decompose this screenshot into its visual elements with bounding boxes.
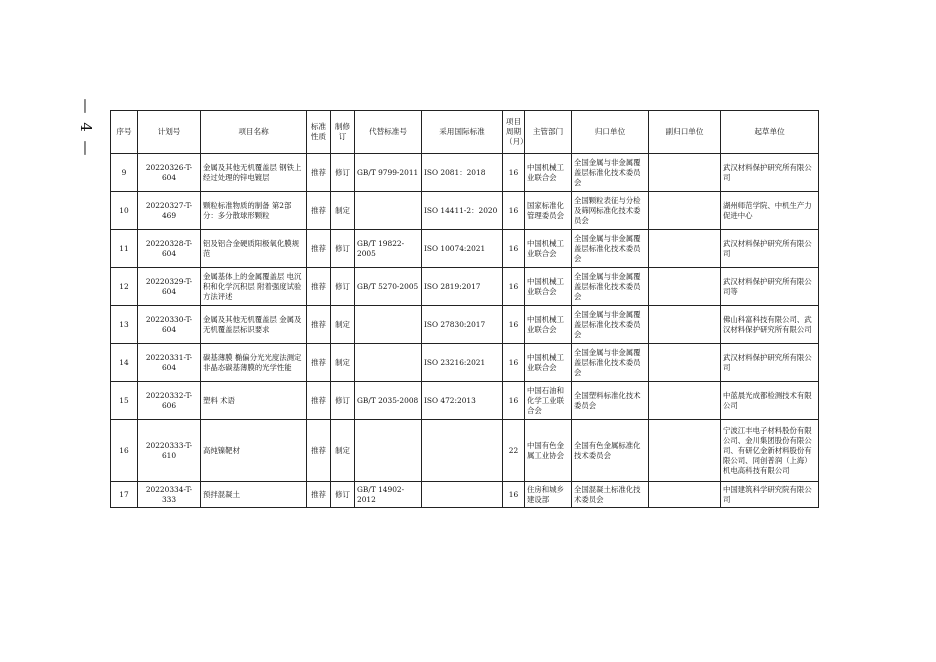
cell-plan-no: 20220331-T-604: [138, 344, 201, 382]
cell-period: 16: [503, 230, 525, 268]
cell-nature: 推荐: [307, 382, 331, 420]
cell-intl-std: ISO 23216:2021: [422, 344, 503, 382]
cell-intl-std: ISO 10074:2021: [422, 230, 503, 268]
cell-unit: 全国金属与非金属覆盖层标准化技术委员会: [572, 344, 649, 382]
cell-period: 22: [503, 420, 525, 482]
cell-plan-no: 20220332-T-606: [138, 382, 201, 420]
cell-sub-unit: [649, 306, 721, 344]
cell-project-name: 塑料 术语: [201, 382, 307, 420]
header-sub-unit: 副归口单位: [649, 111, 721, 154]
cell-intl-std: [422, 420, 503, 482]
cell-period: 16: [503, 192, 525, 230]
header-plan-no: 计划号: [138, 111, 201, 154]
cell-intl-std: ISO 2819:2017: [422, 268, 503, 306]
header-nature: 标准性质: [307, 111, 331, 154]
cell-seq: 13: [111, 306, 138, 344]
header-intl-std: 采用国际标准: [422, 111, 503, 154]
cell-intl-std: ISO 27830:2017: [422, 306, 503, 344]
cell-revision-type: 修订: [331, 482, 355, 508]
cell-seq: 14: [111, 344, 138, 382]
cell-unit: 全国金属与非金属覆盖层标准化技术委员会: [572, 230, 649, 268]
cell-drafter: 武汉材料保护研究所有限公司: [721, 230, 819, 268]
cell-sub-unit: [649, 382, 721, 420]
cell-dept: 住房和城乡建设部: [525, 482, 572, 508]
page-number: — 4 —: [77, 98, 95, 158]
cell-sub-unit: [649, 154, 721, 192]
cell-plan-no: 20220333-T-610: [138, 420, 201, 482]
cell-replaced-std: [355, 420, 422, 482]
cell-drafter: 宁波江丰电子材料股份有限公司、金川集团股份有限公司、有研亿金新材料股份有限公司、同创普润（上海）机电高科技有限公司: [721, 420, 819, 482]
cell-seq: 15: [111, 382, 138, 420]
cell-unit: 全国颗粒表征与分检及筛网标准化技术委员会: [572, 192, 649, 230]
cell-drafter: 武汉材料保护研究所有限公司: [721, 154, 819, 192]
table-row: [111, 154, 819, 192]
cell-project-name: 碳基薄膜 椭偏分光光度法测定非晶态碳基薄膜的光学性能: [201, 344, 307, 382]
cell-period: 16: [503, 306, 525, 344]
cell-replaced-std: GB/T 5270-2005: [355, 268, 422, 306]
cell-replaced-std: GB/T 19822-2005: [355, 230, 422, 268]
cell-drafter: 中国建筑科学研究院有限公司: [721, 482, 819, 508]
cell-plan-no: 20220327-T-469: [138, 192, 201, 230]
cell-sub-unit: [649, 420, 721, 482]
cell-dept: 国家标准化管理委员会: [525, 192, 572, 230]
cell-intl-std: [422, 482, 503, 508]
cell-dept: 中国机械工业联合会: [525, 154, 572, 192]
cell-period: 16: [503, 344, 525, 382]
cell-revision-type: 制定: [331, 420, 355, 482]
cell-revision-type: 制定: [331, 344, 355, 382]
cell-revision-type: 修订: [331, 382, 355, 420]
cell-unit: 全国金属与非金属覆盖层标准化技术委员会: [572, 306, 649, 344]
cell-nature: 推荐: [307, 192, 331, 230]
cell-revision-type: 制定: [331, 306, 355, 344]
cell-period: 16: [503, 382, 525, 420]
cell-period: 16: [503, 154, 525, 192]
cell-plan-no: 20220329-T-604: [138, 268, 201, 306]
table-header-row: [111, 111, 819, 154]
cell-dept: 中国有色金属工业协会: [525, 420, 572, 482]
cell-plan-no: 20220330-T-604: [138, 306, 201, 344]
table-row: [111, 306, 819, 344]
cell-period: 16: [503, 482, 525, 508]
cell-plan-no: 20220328-T-604: [138, 230, 201, 268]
cell-project-name: 预拌混凝土: [201, 482, 307, 508]
cell-replaced-std: [355, 192, 422, 230]
cell-replaced-std: GB/T 2035-2008: [355, 382, 422, 420]
cell-nature: 推荐: [307, 154, 331, 192]
cell-dept: 中国机械工业联合会: [525, 306, 572, 344]
header-project-name: 项目名称: [201, 111, 307, 154]
cell-nature: 推荐: [307, 230, 331, 268]
cell-revision-type: 修订: [331, 154, 355, 192]
cell-seq: 10: [111, 192, 138, 230]
table-row: [111, 268, 819, 306]
header-unit: 归口单位: [572, 111, 649, 154]
table-row: [111, 344, 819, 382]
table-row: [111, 192, 819, 230]
header-drafter: 起草单位: [721, 111, 819, 154]
cell-drafter: 中蓝晨光成都检测技术有限公司: [721, 382, 819, 420]
cell-dept: 中国机械工业联合会: [525, 230, 572, 268]
cell-project-name: 铝及铝合金硬质阳极氧化膜规范: [201, 230, 307, 268]
table-row: [111, 382, 819, 420]
cell-drafter: 佛山科富科技有限公司、武汉材料保护研究所有限公司: [721, 306, 819, 344]
cell-plan-no: 20220334-T-333: [138, 482, 201, 508]
cell-project-name: 金属及其他无机覆盖层 金属及无机覆盖层标识要求: [201, 306, 307, 344]
cell-intl-std: ISO 14411-2：2020: [422, 192, 503, 230]
cell-seq: 17: [111, 482, 138, 508]
cell-revision-type: 修订: [331, 268, 355, 306]
cell-revision-type: 制定: [331, 192, 355, 230]
cell-drafter: 武汉材料保护研究所有限公司: [721, 344, 819, 382]
cell-unit: 全国有色金属标准化技术委员会: [572, 420, 649, 482]
cell-replaced-std: [355, 344, 422, 382]
cell-seq: 9: [111, 154, 138, 192]
cell-sub-unit: [649, 192, 721, 230]
cell-project-name: 高纯镍靶材: [201, 420, 307, 482]
cell-plan-no: 20220326-T-604: [138, 154, 201, 192]
header-period: 项目周期（月）: [503, 111, 525, 154]
cell-dept: 中国机械工业联合会: [525, 268, 572, 306]
cell-nature: 推荐: [307, 306, 331, 344]
cell-seq: 12: [111, 268, 138, 306]
cell-sub-unit: [649, 230, 721, 268]
table-row: [111, 482, 819, 508]
header-revision-type: 制修订: [331, 111, 355, 154]
cell-dept: 中国石油和化学工业联合会: [525, 382, 572, 420]
standards-plan-table: [110, 110, 819, 508]
cell-unit: 全国塑料标准化技术委员会: [572, 382, 649, 420]
cell-intl-std: ISO 472:2013: [422, 382, 503, 420]
cell-sub-unit: [649, 268, 721, 306]
cell-unit: 全国混凝土标准化技术委员会: [572, 482, 649, 508]
cell-replaced-std: GB/T 14902-2012: [355, 482, 422, 508]
cell-drafter: 湖州师范学院、中机生产力促进中心: [721, 192, 819, 230]
cell-period: 16: [503, 268, 525, 306]
table-row: [111, 230, 819, 268]
cell-nature: 推荐: [307, 344, 331, 382]
cell-project-name: 金属基体上的金属覆盖层 电沉积和化学沉积层 附着强度试验方法评述: [201, 268, 307, 306]
cell-nature: 推荐: [307, 268, 331, 306]
cell-sub-unit: [649, 344, 721, 382]
cell-project-name: 颗粒标准物质的制备 第2部分：多分散球形颗粒: [201, 192, 307, 230]
cell-seq: 11: [111, 230, 138, 268]
cell-replaced-std: [355, 306, 422, 344]
cell-nature: 推荐: [307, 420, 331, 482]
cell-project-name: 金属及其他无机覆盖层 钢铁上经过处理的锌电镀层: [201, 154, 307, 192]
header-seq: 序号: [111, 111, 138, 154]
cell-sub-unit: [649, 482, 721, 508]
table-row: [111, 420, 819, 482]
cell-nature: 推荐: [307, 482, 331, 508]
cell-replaced-std: GB/T 9799-2011: [355, 154, 422, 192]
cell-unit: 全国金属与非金属覆盖层标准化技术委员会: [572, 268, 649, 306]
cell-unit: 全国金属与非金属覆盖层标准化技术委员会: [572, 154, 649, 192]
cell-seq: 16: [111, 420, 138, 482]
header-replaced-std: 代替标准号: [355, 111, 422, 154]
cell-drafter: 武汉材料保护研究所有限公司等: [721, 268, 819, 306]
cell-intl-std: ISO 2081：2018: [422, 154, 503, 192]
cell-revision-type: 修订: [331, 230, 355, 268]
cell-dept: 中国机械工业联合会: [525, 344, 572, 382]
header-dept: 主管部门: [525, 111, 572, 154]
